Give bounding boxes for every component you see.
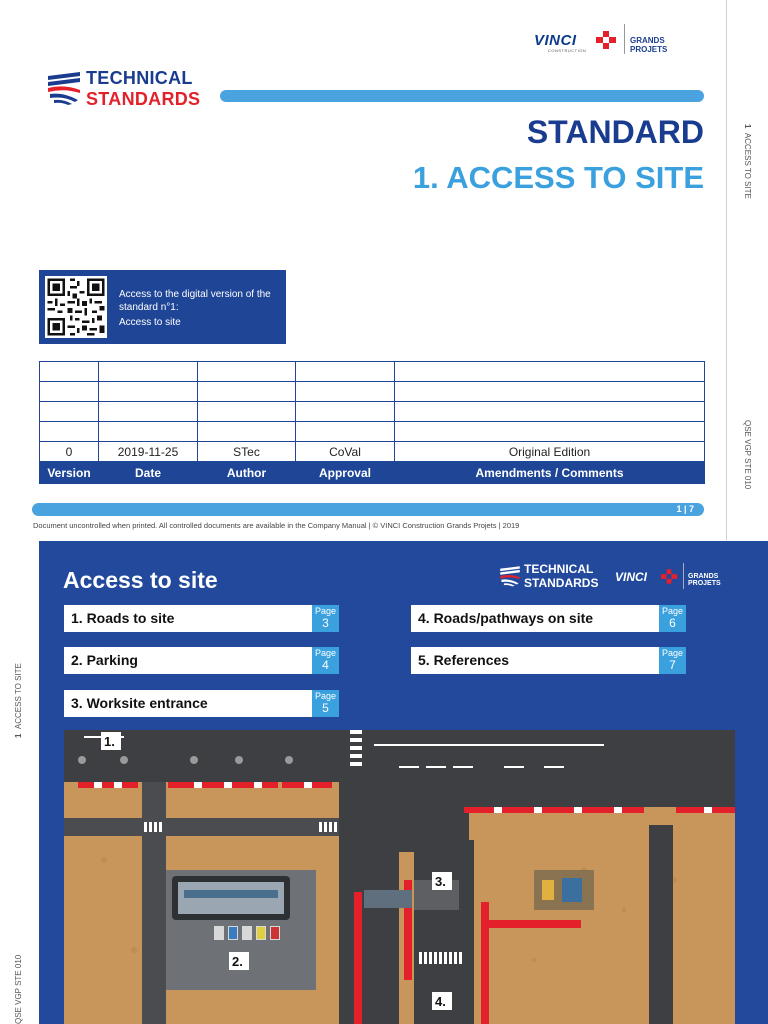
table-cell: [395, 362, 705, 382]
page-badge[interactable]: Page 5: [312, 690, 339, 717]
table-cell-approval: CoVal: [296, 442, 395, 462]
table-row: [40, 422, 705, 442]
digital-version-box[interactable]: [39, 270, 286, 344]
table-cell-author: STec: [198, 442, 296, 462]
version-table: [39, 361, 705, 484]
panel-vinci-logo: VINCI GRANDS PROJETS: [615, 563, 735, 589]
standards-logo-icon: [499, 565, 521, 587]
table-cell: [99, 402, 198, 422]
table-cell: [99, 362, 198, 382]
footer-accent-bar: [32, 503, 704, 516]
vinci-cross-icon: [596, 31, 616, 49]
menu-item-references[interactable]: 5. References Page 7: [411, 647, 686, 674]
table-row: [40, 382, 705, 402]
page-number: 1 | 7: [676, 504, 694, 514]
page-badge[interactable]: Page 6: [659, 605, 686, 632]
page-badge[interactable]: Page 4: [312, 647, 339, 674]
side-label-top: 1 ACCESS TO SITE: [743, 124, 752, 199]
vinci-cross-icon: [661, 569, 677, 584]
column-header-comments: Amendments / Comments: [395, 462, 705, 484]
table-cell-version: 0: [40, 442, 99, 462]
table-cell: [395, 402, 705, 422]
qr-code-icon[interactable]: [45, 276, 107, 338]
map-label-3: 3.: [435, 874, 446, 889]
page-badge[interactable]: Page 3: [312, 605, 339, 632]
column-header-version: Version: [40, 462, 99, 484]
table-cell: [40, 402, 99, 422]
column-header-author: Author: [198, 462, 296, 484]
side-label-left-code: QSE VGP STE 010: [14, 954, 23, 1024]
table-cell-comments: Original Edition: [395, 442, 705, 462]
table-row: [40, 442, 705, 462]
table-cell-date: 2019-11-25: [99, 442, 198, 462]
table-cell: [40, 422, 99, 442]
table-row: [40, 362, 705, 382]
footer-text: Document uncontrolled when printed. All controlled documents are available in the Company Manual | © VINCI Construction Grands Projets | 2019: [33, 521, 520, 530]
vinci-logo: VINCI CONSTRUCTION GRANDS PROJETS: [534, 24, 698, 54]
table-cell: [99, 422, 198, 442]
table-cell: [99, 382, 198, 402]
map-label-1: 1.: [104, 734, 115, 749]
table-cell: [296, 402, 395, 422]
digital-version-text: Access to the digital version of the standard n°1:: [119, 289, 271, 313]
table-cell: [198, 382, 296, 402]
table-cell: [198, 402, 296, 422]
digital-version-link[interactable]: Access to site: [119, 317, 181, 328]
side-label-left: 1 ACCESS TO SITE: [14, 663, 23, 738]
table-cell: [395, 422, 705, 442]
site-map-illustration: [64, 730, 735, 1024]
panel-standards-logo: TECHNICAL STANDARDS: [499, 561, 619, 591]
menu-item-worksite-entrance[interactable]: 3. Worksite entrance Page 5: [64, 690, 339, 717]
map-label-4: 4.: [435, 994, 446, 1009]
table-cell: [296, 422, 395, 442]
page-badge[interactable]: Page 7: [659, 647, 686, 674]
table-cell: [40, 362, 99, 382]
table-cell: [198, 362, 296, 382]
table-cell: [296, 362, 395, 382]
menu-item-roads-pathways[interactable]: 4. Roads/pathways on site Page 6: [411, 605, 686, 632]
table-header-row: [40, 462, 705, 484]
panel-title: Access to site: [63, 567, 218, 593]
menu-item-roads-to-site[interactable]: 1. Roads to site Page 3: [64, 605, 339, 632]
document-title: STANDARD: [526, 114, 704, 150]
map-label-2: 2.: [232, 954, 243, 969]
side-label-code: QSE VGP STE 010: [743, 420, 752, 490]
document-subtitle: 1. ACCESS TO SITE: [412, 160, 704, 195]
column-header-date: Date: [99, 462, 198, 484]
column-header-approval: Approval: [296, 462, 395, 484]
technical-standards-logo: TECHNICAL STANDARDS: [46, 68, 216, 112]
table-cell: [296, 382, 395, 402]
contents-panel: [39, 541, 768, 1024]
table-row: [40, 402, 705, 422]
page-margin-line: [726, 0, 727, 540]
table-cell: [40, 382, 99, 402]
standards-logo-icon: [46, 70, 82, 106]
table-cell: [395, 382, 705, 402]
table-cell: [198, 422, 296, 442]
menu-item-parking[interactable]: 2. Parking Page 4: [64, 647, 339, 674]
title-accent-bar: [220, 90, 704, 102]
